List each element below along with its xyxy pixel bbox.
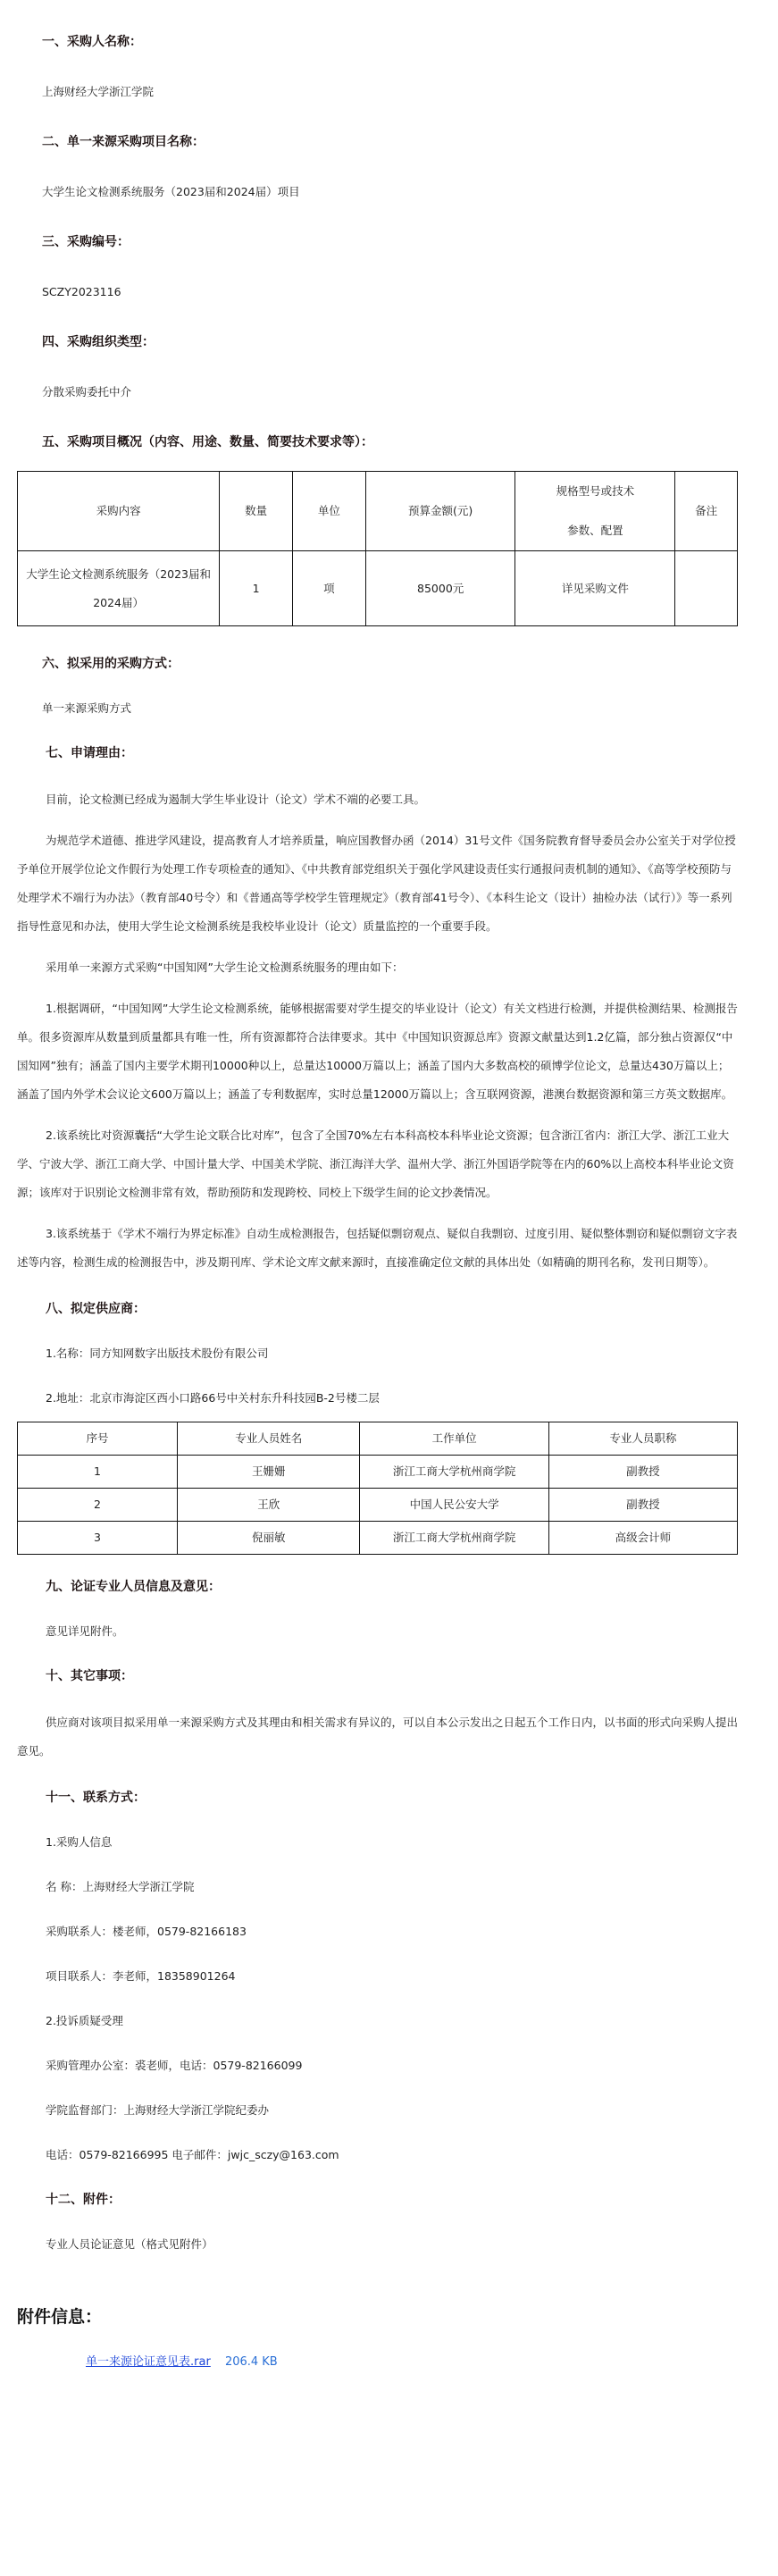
- contact-project-person: 项目联系人：李老师，18358901264: [46, 1969, 236, 1983]
- section-heading-organization-type: 四、采购组织类型：: [42, 335, 155, 349]
- section-heading-application-reason: 七、申请理由：: [46, 746, 133, 760]
- cell-quantity: 1: [220, 551, 293, 626]
- supplier-name: 1.名称：同方知网数字出版技术股份有限公司: [46, 1347, 269, 1360]
- expert-opinions: 意见详见附件。: [46, 1624, 124, 1638]
- col-header-unit: 单位: [293, 472, 366, 551]
- col-header-index: 序号: [18, 1422, 178, 1456]
- cell-index: 1: [18, 1456, 178, 1489]
- col-header-budget: 预算金额(元): [365, 472, 515, 551]
- reason-paragraph: 采用单一来源方式采购“中国知网”大学生论文检测系统服务的理由如下：: [46, 961, 404, 974]
- procurement-method: 单一来源采购方式: [42, 701, 132, 715]
- table-header-row: [18, 1422, 738, 1456]
- col-header-spec: [515, 472, 675, 551]
- cell-unit: 项: [293, 551, 366, 626]
- cell-title: 副教授: [548, 1489, 737, 1522]
- cell-expert-name: 王欣: [177, 1489, 360, 1522]
- cell-title: 副教授: [548, 1456, 737, 1489]
- cell-index: 3: [18, 1522, 178, 1555]
- col-header-work-unit: 工作单位: [360, 1422, 548, 1456]
- reason-paragraph: 2.该系统比对资源囊括“大学生论文联合比对库”，包含了全国70%左右本科高校本科毕业论文资源；包含浙江省内：浙江大学、浙江工业大学、宁波大学、浙江工商大学、中国计量大学、中国美术学院、浙江海洋大学、温州大学、浙江外国语学院等在内的60%以上高校本科毕业论文资源；该库对于识别论文检测非常有效，帮助预防和发现跨校、同校上下级学生间的论文抄袭情况。: [17, 1129, 734, 1199]
- project-overview-table: [17, 471, 738, 626]
- col-header-spec-line1: 规格型号或技术: [556, 484, 635, 498]
- table-header-row: [18, 472, 738, 551]
- attachment-info-title: 附件信息：: [17, 2307, 103, 2327]
- reason-paragraph: 3.该系统基于《学术不端行为界定标准》自动生成检测报告，包括疑似剽窃观点、疑似自我剽窃、过度引用、疑似整体剽窃和疑似剽窃文字表述等内容，检测生成的检测报告中，涉及期刊库、学术论文库文献来源时，直接准确定位文献的具体出处（如精确的期刊名称，发刊日期等）。: [17, 1227, 738, 1269]
- procurement-number: SCZY2023116: [42, 285, 121, 298]
- table-row: [18, 1456, 738, 1489]
- section-heading-procurement-number: 三、采购编号：: [42, 235, 130, 249]
- contact-phone-email: 电话：0579-82166995 电子邮件：jwjc_sczy@163.com: [46, 2148, 339, 2161]
- col-header-content: 采购内容: [18, 472, 220, 551]
- section-heading-procurement-method: 六、拟采用的采购方式：: [42, 657, 180, 671]
- contact-name: 名 称：上海财经大学浙江学院: [46, 1880, 195, 1893]
- contact-procurement-office: 采购管理办公室：裘老师，电话：0579-82166099: [46, 2059, 303, 2072]
- contact-complaints: 2.投诉质疑受理: [46, 2014, 123, 2027]
- cell-index: 2: [18, 1489, 178, 1522]
- cell-work-unit: 中国人民公安大学: [360, 1489, 548, 1522]
- section-heading-project-name: 二、单一来源采购项目名称：: [42, 135, 205, 149]
- contact-purchaser-info: 1.采购人信息: [46, 1835, 113, 1849]
- reason-paragraph: 1.根据调研，“中国知网”大学生论文检测系统，能够根据需要对学生提交的毕业设计（论文）有关文档进行检测，并提供检测结果、检测报告单。很多资源库从数量到质量都具有唯一性，所有资源都符合法律要求。其中《中国知识资源总库》资源文献量达到1.2亿篇，部分独占资源仅“中国知网”独有；涵盖了国内主要学术期刊10000种以上，总量达10000万篇以上；涵盖了国内大多数高校的硕博学位论文，总量达430万篇以上；涵盖了国内外学术会议论文600万篇以上；涵盖了专利数据库，实时总量12000万篇以上；含互联网资源，港澳台数据资源和第三方英文数据库。: [17, 1002, 738, 1101]
- experts-table: [17, 1422, 738, 1555]
- cell-expert-name: 王姗姗: [177, 1456, 360, 1489]
- section-heading-expert-opinions: 九、论证专业人员信息及意见：: [46, 1580, 221, 1594]
- supplier-address: 2.地址：北京市海淀区西小口路66号中关村东升科技园B-2号楼二层: [46, 1391, 380, 1405]
- cell-expert-name: 倪丽敏: [177, 1522, 360, 1555]
- cell-title: 高级会计师: [548, 1522, 737, 1555]
- col-header-spec-line2: 参数、配置: [567, 524, 623, 537]
- cell-work-unit: 浙江工商大学杭州商学院: [360, 1522, 548, 1555]
- contact-procurement-person: 采购联系人：楼老师，0579-82166183: [46, 1925, 247, 1938]
- section-heading-proposed-supplier: 八、拟定供应商：: [46, 1302, 146, 1316]
- col-header-quantity: 数量: [220, 472, 293, 551]
- organization-type: 分散采购委托中介: [42, 385, 132, 399]
- cell-budget: 85000元: [365, 551, 515, 626]
- section-heading-contact: 十一、联系方式：: [46, 1791, 146, 1805]
- section-heading-project-overview: 五、采购项目概况（内容、用途、数量、简要技术要求等）：: [42, 435, 373, 449]
- attachment-description: 专业人员论证意见（格式见附件）: [46, 2237, 213, 2251]
- col-header-expert-name: 专业人员姓名: [177, 1422, 360, 1456]
- table-row: [18, 551, 738, 626]
- section-heading-other-matters: 十、其它事项：: [46, 1669, 133, 1683]
- attachment-item: [17, 2352, 738, 2369]
- purchaser-name: 上海财经大学浙江学院: [42, 85, 155, 98]
- reason-paragraph: 目前，论文检测已经成为遏制大学生毕业设计（论文）学术不端的必要工具。: [46, 793, 426, 806]
- contact-supervision-dept: 学院监督部门：上海财经大学浙江学院纪委办: [46, 2103, 270, 2117]
- reason-paragraph: 为规范学术道德、推进学风建设，提高教育人才培养质量，响应国教督办函（2014）31号文件《国务院教育督导委员会办公室关于对学位授予单位开展学位论文作假行为处理工作专项检查的通知》、《中共教育部党组织关于强化学风建设责任实行通报问责机制的通知》、《高等学校预防与处理学术不端行为办法》（教育部40号令）和《普通高等学校学生管理规定》（教育部41号令）、《本科生论文（设计）抽检办法（试行）》等一系列指导性意见和办法，使用大学生论文检测系统是我校毕业设计（论文）质量监控的一个重要手段。: [17, 834, 736, 933]
- cell-spec: 详见采购文件: [515, 551, 675, 626]
- section-heading-attachments: 十二、附件：: [46, 2193, 121, 2207]
- cell-content: 大学生论文检测系统服务（2023届和2024届）: [18, 551, 220, 626]
- table-row: [18, 1522, 738, 1555]
- attachment-download-link[interactable]: 单一来源论证意见表.rar: [86, 2355, 211, 2369]
- col-header-remarks: 备注: [675, 472, 738, 551]
- section-heading-purchaser: 一、采购人名称：: [42, 35, 142, 49]
- attachment-file-size: 206.4 KB: [224, 2355, 278, 2369]
- col-header-title: 专业人员职称: [548, 1422, 737, 1456]
- cell-work-unit: 浙江工商大学杭州商学院: [360, 1456, 548, 1489]
- project-name: 大学生论文检测系统服务（2023届和2024届）项目: [42, 185, 300, 198]
- other-matters: 供应商对该项目拟采用单一来源采购方式及其理由和相关需求有异议的，可以自本公示发出之日起五个工作日内，以书面的形式向采购人提出意见。: [17, 1716, 739, 1758]
- table-row: [18, 1489, 738, 1522]
- cell-remarks: [675, 551, 738, 626]
